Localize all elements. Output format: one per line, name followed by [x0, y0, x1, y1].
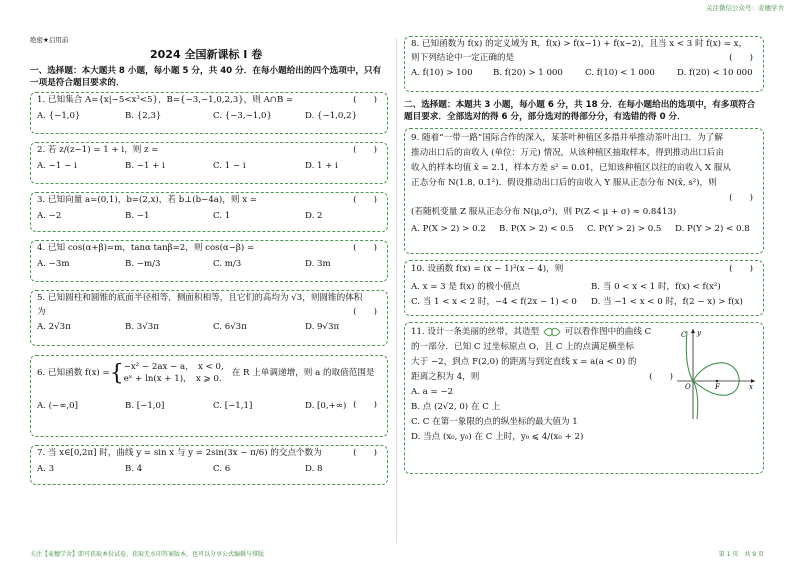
section2-heading: [404, 100, 768, 123]
focus-point-f: [716, 380, 718, 382]
q11-line-4-row: [411, 370, 673, 385]
section1-heading-line2: 一项是符合题目要求的．: [30, 77, 125, 88]
q4-option-d: D. 3m: [305, 258, 331, 269]
section2-heading-line2: 题目要求．全部选对的得 6 分，部分选对的得部分分，有选错的得 0 分．: [404, 111, 686, 122]
q4-options: [37, 259, 381, 271]
q6-answer-paren: ( ): [353, 400, 377, 410]
q11-line-1: [411, 325, 673, 340]
q9-line-5: (若随机变量 Z 服从正态分布 N(μ,σ²)，则 P(Z < μ + σ) ≈ 0.8413): [411, 207, 677, 218]
q3-option-c: C. 1: [213, 210, 231, 221]
q11-text: [411, 325, 673, 385]
q11-option-c: C. C 在第一象限的点的纵坐标的最大值为 1: [411, 417, 578, 428]
q9-option-b: B. P(X > 2) < 0.5: [499, 224, 574, 235]
column-divider: [396, 38, 397, 543]
q9-line-2: 推动出口后的亩收入 (单位：万元) 情况，从该种植区抽取样本，得到推动出口后亩: [411, 148, 724, 159]
section1-heading-line1: 一、选择题：本大题共 8 小题，每小题 5 分，共 40 分．在每小题给出的四个选项中，只有: [30, 66, 382, 76]
q8-option-c: C. f(10) < 1 000: [585, 68, 655, 79]
q9-option-a: A. P(X > 2) > 0.2: [411, 224, 486, 235]
q6-option-b: B. [−1,0]: [125, 401, 165, 412]
q1-option-c: C. {−3,−1,0}: [213, 110, 272, 121]
q11-option-d: D. 当点 (x₀, y₀) 在 C 上时，y₀ ⩽ 4/(x₀ + 2): [411, 432, 584, 443]
top-banner: 关注微信公众号：麦穗学舍: [706, 4, 784, 12]
q11-curve-graph: [673, 325, 757, 421]
q4-option-c: C. m/3: [213, 258, 242, 269]
q10-option-b: B. 当 0 < x < 1 时，f(x) < f(x²): [591, 281, 721, 292]
q4-stem: 4. 已知 cos(α+β)=m，tanα tanβ=2，则 cos(α−β) =: [37, 243, 255, 253]
q2-answer-paren: ( ): [353, 145, 377, 155]
q9-paren-row: [411, 191, 757, 205]
page-number: 第 1 页 共 9 页: [718, 550, 764, 558]
q6-case-2: eˣ + ln(x + 1)， x ⩾ 0.: [123, 373, 222, 384]
q8-answer-paren: ( ): [729, 53, 753, 63]
q5-stem: 5. 已知圆柱和圆锥的底面半径相等，侧面积相等，且它们的高均为 √3，则圆锥的体积: [37, 293, 363, 303]
question-4: [30, 240, 388, 282]
q7-option-a: A. 3: [37, 463, 55, 474]
q7-options: [37, 464, 381, 476]
q9-answer-paren: ( ): [729, 193, 753, 204]
q10-answer-paren: ( ): [729, 264, 753, 274]
q2-option-c: C. 1 − i: [213, 160, 246, 171]
q6-stem-lead: 6. 已知函数 f(x) =: [37, 367, 110, 378]
focus-label: F: [715, 383, 720, 391]
q4-option-b: B. −m/3: [125, 258, 161, 269]
question-6: [30, 355, 388, 437]
q8-option-b: B. f(20) > 1 000: [493, 68, 563, 79]
q7-stem: 7. 当 x∈[0,2π] 时，曲线 y = sin x 与 y = 2sin(3x − π/6) 的交点个数为: [37, 448, 322, 458]
q6-option-c: C. [−1,1]: [213, 401, 253, 412]
q7-answer-paren: ( ): [353, 448, 377, 458]
q7-option-c: C. 6: [213, 463, 231, 474]
q8-stem: 8. 已知函数为 f(x) 的定义域为 R，f(x) > f(x−1) + f(x−2)，且当 x < 3 时 f(x) = x，: [411, 39, 748, 49]
q11-line-3: 大于 −2，到点 F(2,0) 的距离与到定直线 x = a(a < 0) 的: [411, 357, 637, 368]
q3-answer-paren: ( ): [353, 195, 377, 205]
q6-stem: [37, 362, 381, 385]
q2-option-d: D. 1 + i: [305, 160, 338, 171]
q8-option-a: A. f(10) > 100: [411, 68, 473, 79]
q9-line-4: 正态分布 N(1.8, 0.1²)．假设推动出口后的亩收入 Y 服从正态分布 N(x̄, s²)，则: [411, 178, 717, 189]
q8-options: [411, 68, 757, 80]
q3-options: [37, 211, 381, 223]
footer-note: 关注【麦穗学舍】即可获取本份试卷、获取无水印答案版本，也可以分享公式编辑与排版: [30, 550, 265, 558]
page-title: 2024 全国新课标 I 卷: [150, 48, 263, 61]
q1-option-d: D. {−1,0,2}: [305, 110, 358, 121]
q5-option-b: B. 3√3π: [125, 322, 159, 333]
q10-option-c: C. 当 1 < x < 2 时，−4 < f(2x − 1) < 0: [411, 296, 577, 307]
secret-label: 绝密★启用前: [30, 36, 69, 44]
question-8: [404, 36, 764, 92]
question-10: [404, 260, 764, 316]
q6-option-d: D. [0,+∞): [305, 401, 347, 412]
q6-cases: [124, 362, 224, 385]
q11-line-4: 距离之积为 4，则: [411, 372, 480, 383]
q5-stem-line2: 为: [37, 306, 46, 317]
q11-line-1a: 11. 设计一条美丽的丝带，其造型: [411, 327, 540, 337]
q10-option-a: A. x = 3 是 f(x) 的极小值点: [411, 281, 521, 292]
section1-heading: [30, 66, 392, 89]
q10-options-row1: [411, 281, 757, 295]
q5-option-c: C. 6√3π: [213, 322, 247, 333]
q9-options: [411, 222, 757, 237]
q3-option-b: B. −1: [125, 210, 150, 221]
q10-option-d: D. 当 −1 < x < 0 时，f(2 − x) > f(x): [591, 296, 743, 307]
q11-line-2: 的一部分．已知 C 过坐标原点 O，且 C 上的点满足横坐标: [411, 342, 634, 353]
question-7: [30, 445, 388, 485]
q9-option-d: D. P(Y > 2) < 0.8: [675, 224, 750, 235]
q6-brace: {: [109, 360, 124, 386]
q6-option-a: A. (−∞,0]: [37, 401, 78, 412]
y-axis-arrow: [691, 329, 695, 333]
q7-option-b: B. 4: [125, 463, 143, 474]
q1-option-a: A. {−1,0}: [37, 110, 81, 121]
q8-option-d: D. f(20) < 10 000: [677, 68, 753, 79]
q5-option-d: D. 9√3π: [305, 322, 340, 333]
question-5: [30, 290, 388, 346]
q10-options-row2: [411, 296, 757, 310]
question-2: [30, 142, 388, 184]
q5-options: [37, 322, 381, 334]
q4-answer-paren: ( ): [353, 243, 377, 253]
q10-stem: 10. 设函数 f(x) = (x − 1)²(x − 4)，则: [411, 264, 564, 274]
q7-option-d: D. 8: [305, 463, 323, 474]
question-1: [30, 92, 388, 134]
q6-case-1: −x² − 2ax − a， x < 0,: [123, 362, 224, 372]
q1-answer-paren: ( ): [353, 95, 377, 105]
q3-option-a: A. −2: [37, 210, 62, 221]
q9-line-1: 9. 随着“一带一路”国际合作的深入，某茶叶种植区多措并举推动茶叶出口．为了解: [411, 133, 723, 143]
q2-stem: 2. 若 z/(z−1) = 1 + i，则 z =: [37, 145, 159, 155]
q2-option-a: A. −1 − i: [37, 160, 77, 171]
q5-answer-paren: ( ): [353, 307, 377, 317]
q2-options: [37, 161, 381, 173]
q5-option-a: A. 2√3π: [37, 322, 71, 333]
q6-options: [37, 401, 381, 413]
section2-heading-line1: 二、选择题：本题共 3 小题，每小题 6 分，共 18 分．在每小题给出的选项中，有多项符合: [404, 100, 756, 110]
q11-line-1b: 可以看作图中的曲线 C: [564, 327, 652, 337]
q11-option-a: A. a = −2: [411, 387, 454, 398]
q1-stem: 1. 已知集合 A={x|−5<x³<5}，B={−3,−1,0,2,3}，则 A∩B =: [37, 95, 294, 105]
origin-label: O: [685, 383, 691, 391]
q3-stem: 3. 已知向量 a=(0,1)，b=(2,x)，若 b⊥(b−4a)，则 x =: [37, 195, 257, 205]
q11-option-b: B. 点 (2√2, 0) 在 C 上: [411, 402, 501, 413]
q6-stem-tail: 在 R 上单调递增，则 a 的取值范围是: [231, 367, 375, 378]
q2-option-b: B. −1 + i: [125, 160, 165, 171]
q4-option-a: A. −3m: [37, 258, 70, 269]
q1-options: [37, 111, 381, 123]
q3-option-d: D. 2: [305, 210, 323, 221]
y-axis-label: y: [697, 329, 701, 337]
question-11: [404, 322, 764, 474]
q9-line-3: 收入的样本均值 x̄ = 2.1，样本方差 s² = 0.01，已知该种植区以往的亩收入 X 服从: [411, 163, 731, 174]
ribbon-icon: [542, 327, 562, 337]
question-3: [30, 192, 388, 232]
q11-answer-paren: ( ): [649, 372, 673, 383]
q9-option-c: C. P(Y > 2) > 0.5: [587, 224, 662, 235]
q8-stem-line2: 则下列结论中一定正确的是: [411, 52, 515, 63]
question-9: [404, 128, 764, 254]
x-axis-label: x: [749, 383, 753, 391]
q1-option-b: B. {2,3}: [125, 110, 162, 121]
curve-label-c: C: [681, 331, 687, 339]
curve-c-left-branch: [686, 331, 698, 419]
